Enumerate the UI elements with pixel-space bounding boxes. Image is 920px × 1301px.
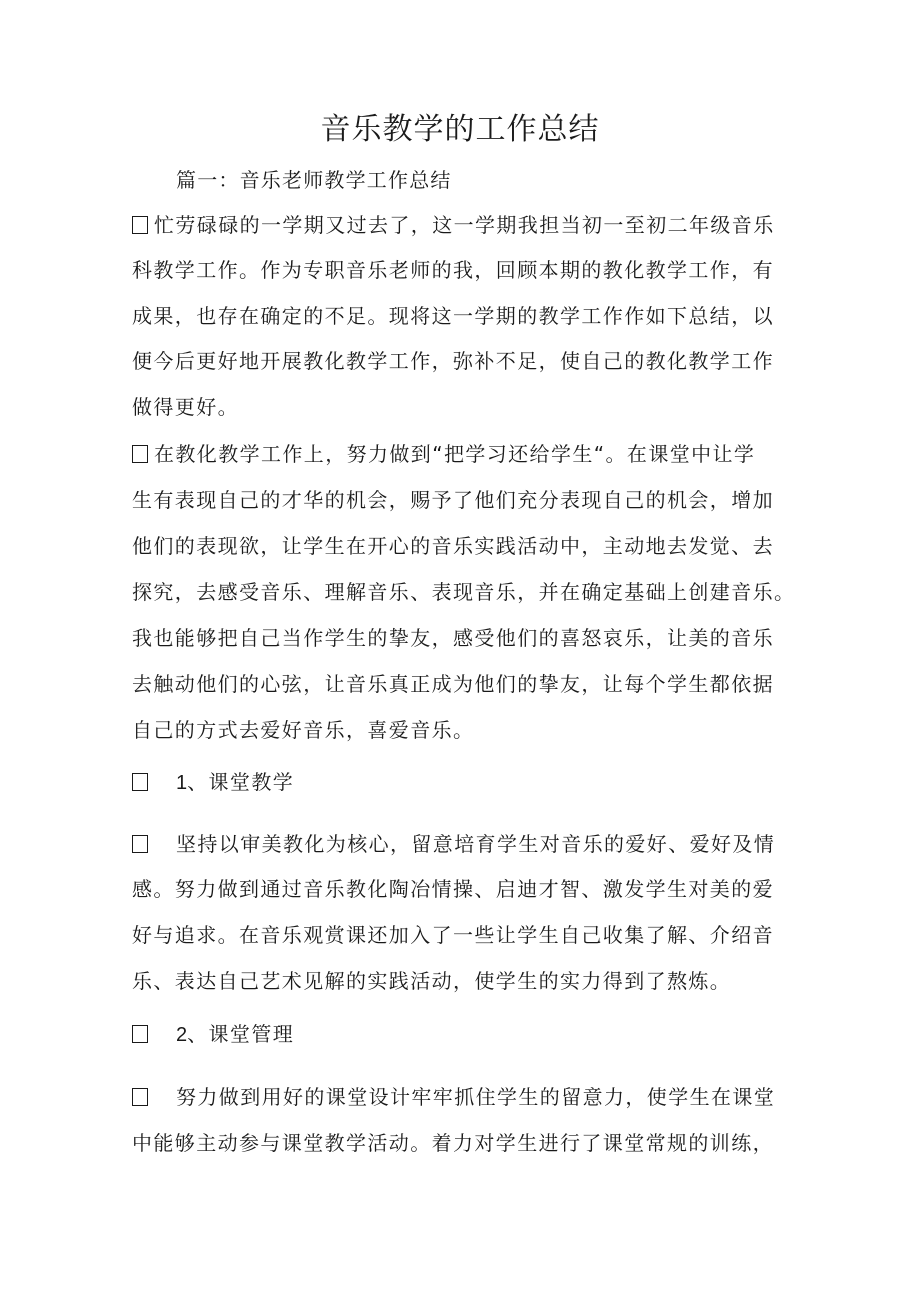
paragraph-line: 中能够主动参与课堂教学活动。着力对学生进行了课堂常规的训练， [132,1131,774,1155]
section-heading: 1、课堂教学 [132,768,294,797]
paragraph-line: 忙劳碌碌的一学期又过去了，这一学期我担当初一至初二年级音乐 [132,211,775,239]
paragraph-line: 成果，也存在确定的不足。现将这一学期的教学工作作如下总结，以 [132,304,774,328]
section-heading: 2、课堂管理 [132,1020,294,1049]
paragraph-line: 便今后更好地开展教化教学工作，弥补不足，使自己的教化教学工作 [132,349,774,373]
paragraph-line: 感。努力做到通过音乐教化陶冶情操、启迪才智、激发学生对美的爱 [132,877,774,901]
checkbox-glyph-icon [132,445,148,463]
paragraph-line: 在教化教学工作上，努力做到“把学习还给学生“。在课堂中让学 [132,440,755,468]
checkbox-glyph-icon [132,1025,148,1043]
document-subtitle: 篇一：音乐老师教学工作总结 [176,168,452,192]
paragraph-line: 努力做到用好的课堂设计牢牢抓住学生的留意力，使学生在课堂 [132,1083,775,1111]
paragraph-line: 自己的方式去爱好音乐，喜爱音乐。 [132,718,475,742]
paragraph-line: 做得更好。 [132,395,239,419]
checkbox-glyph-icon [132,835,148,853]
paragraph-line: 去触动他们的心弦，让音乐真正成为他们的挚友，让每个学生都依据 [132,672,774,696]
document-title: 音乐教学的工作总结 [320,112,600,147]
paragraph-line: 他们的表现欲，让学生在开心的音乐实践活动中，主动地去发觉、去 [132,534,774,558]
paragraph-line: 乐、表达自己艺术见解的实践活动，使学生的实力得到了熬炼。 [132,969,732,993]
paragraph-line: 好与追求。在音乐观赏课还加入了一些让学生自己收集了解、介绍音 [132,923,774,947]
paragraph-line: 探究，去感受音乐、理解音乐、表现音乐，并在确定基础上创建音乐。 [132,580,796,604]
checkbox-glyph-icon [132,773,148,791]
paragraph-line: 坚持以审美教化为核心，留意培育学生对音乐的爱好、爱好及情 [132,830,775,858]
checkbox-glyph-icon [132,216,148,234]
checkbox-glyph-icon [132,1088,148,1106]
paragraph-line: 我也能够把自己当作学生的挚友，感受他们的喜怒哀乐，让美的音乐 [132,626,774,650]
paragraph-line: 生有表现自己的才华的机会，赐予了他们充分表现自己的机会，增加 [132,488,774,512]
paragraph-line: 科教学工作。作为专职音乐老师的我，回顾本期的教化教学工作，有 [132,258,774,282]
